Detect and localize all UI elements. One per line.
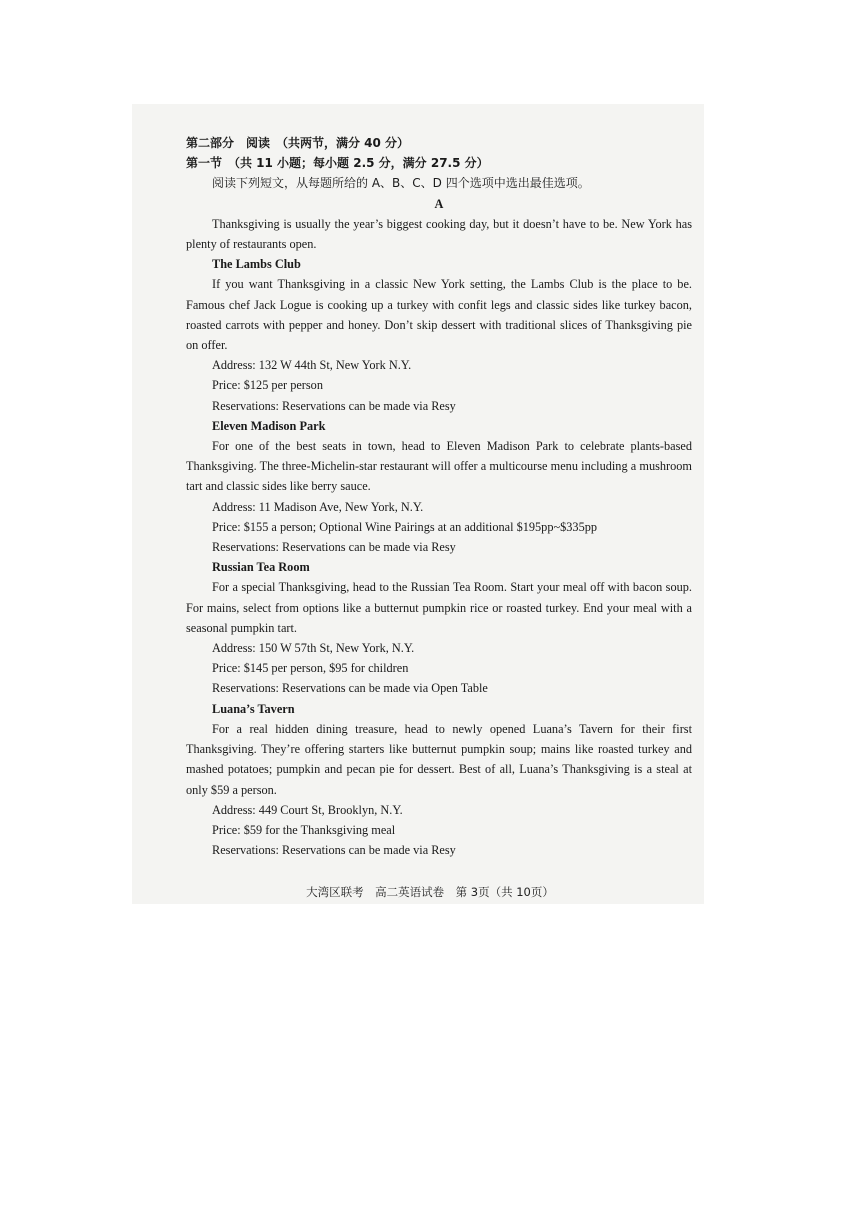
restaurant-name: The Lambs Club	[212, 257, 301, 272]
restaurant-reservations: Reservations: Reservations can be made via Resy	[212, 843, 456, 858]
restaurant-lambs-club	[186, 254, 692, 416]
restaurant-luanas-tavern	[186, 699, 692, 861]
restaurant-address: Address: 150 W 57th St, New York, N.Y.	[212, 641, 415, 656]
instruction-text: 阅读下列短文，从每题所给的 A、B、C、D 四个选项中选出最佳选项。	[212, 176, 590, 191]
restaurant-price: Price: $59 for the Thanksgiving meal	[212, 822, 396, 837]
restaurant-eleven-madison-park	[186, 416, 692, 557]
restaurant-name: Russian Tea Room	[212, 560, 310, 575]
restaurant-reservations: Reservations: Reservations can be made via Resy	[212, 398, 456, 413]
page-footer: 大湾区联考 高二英语试卷 第 3页（共 10页）	[306, 885, 554, 899]
passage-letter: A	[434, 196, 444, 211]
restaurant-reservations: Reservations: Reservations can be made via Open Table	[212, 681, 488, 696]
restaurant-price: Price: $125 per person	[212, 378, 323, 393]
section-heading: 第一节 （共 11 小题；每小题 2.5 分，满分 27.5 分）	[186, 156, 489, 171]
restaurant-price: Price: $155 a person; Optional Wine Pairings at an additional $195pp~$335pp	[212, 519, 598, 534]
restaurant-address: Address: 132 W 44th St, New York N.Y.	[212, 358, 412, 373]
restaurant-description: For one of the best seats in town, head to Eleven Madison Park to celebrate plants-based Thanksgiving. The three-Michelin-star restaurant will offer a multicourse menu including a mushroom tart and classic sides like berry sauce.	[186, 439, 692, 494]
restaurant-description: For a real hidden dining treasure, head to newly opened Luana’s Tavern for their first Thanksgiving. They’re offering starters like butternut pumpkin soup; mains like roasted turkey and mashed potatoes; pumpkin and pecan pie for dessert. Best of all, Luana’s Thanksgiving is a steal at only $59 a person.	[186, 721, 692, 797]
restaurant-description: If you want Thanksgiving in a classic New York setting, the Lambs Club is the place to be. Famous chef Jack Logue is cooking up a turkey with confit legs and classic sides like turkey bacon, roasted carrots with pepper and honey. Don’t skip dessert with traditional slices of Thanksgiving pie on offer.	[186, 277, 692, 353]
restaurant-address: Address: 11 Madison Ave, New York, N.Y.	[212, 499, 424, 514]
passage-intro: Thanksgiving is usually the year’s biggest cooking day, but it doesn’t have to be. New York has plenty of restaurants open.	[186, 216, 692, 252]
restaurant-address: Address: 449 Court St, Brooklyn, N.Y.	[212, 802, 403, 817]
part-heading: 第二部分 阅读 （共两节，满分 40 分）	[186, 136, 410, 150]
restaurant-reservations: Reservations: Reservations can be made via Resy	[212, 540, 456, 555]
restaurant-name: Eleven Madison Park	[212, 418, 326, 433]
restaurant-russian-tea-room	[186, 557, 692, 698]
restaurant-description: For a special Thanksgiving, head to the Russian Tea Room. Start your meal off with bacon soup. For mains, select from options like a butternut pumpkin rice or roasted turkey. End your meal with a seasonal pumpkin tart.	[186, 580, 692, 635]
restaurant-price: Price: $145 per person, $95 for children	[212, 661, 409, 676]
restaurant-name: Luana’s Tavern	[212, 701, 295, 716]
reading-section	[186, 133, 692, 860]
